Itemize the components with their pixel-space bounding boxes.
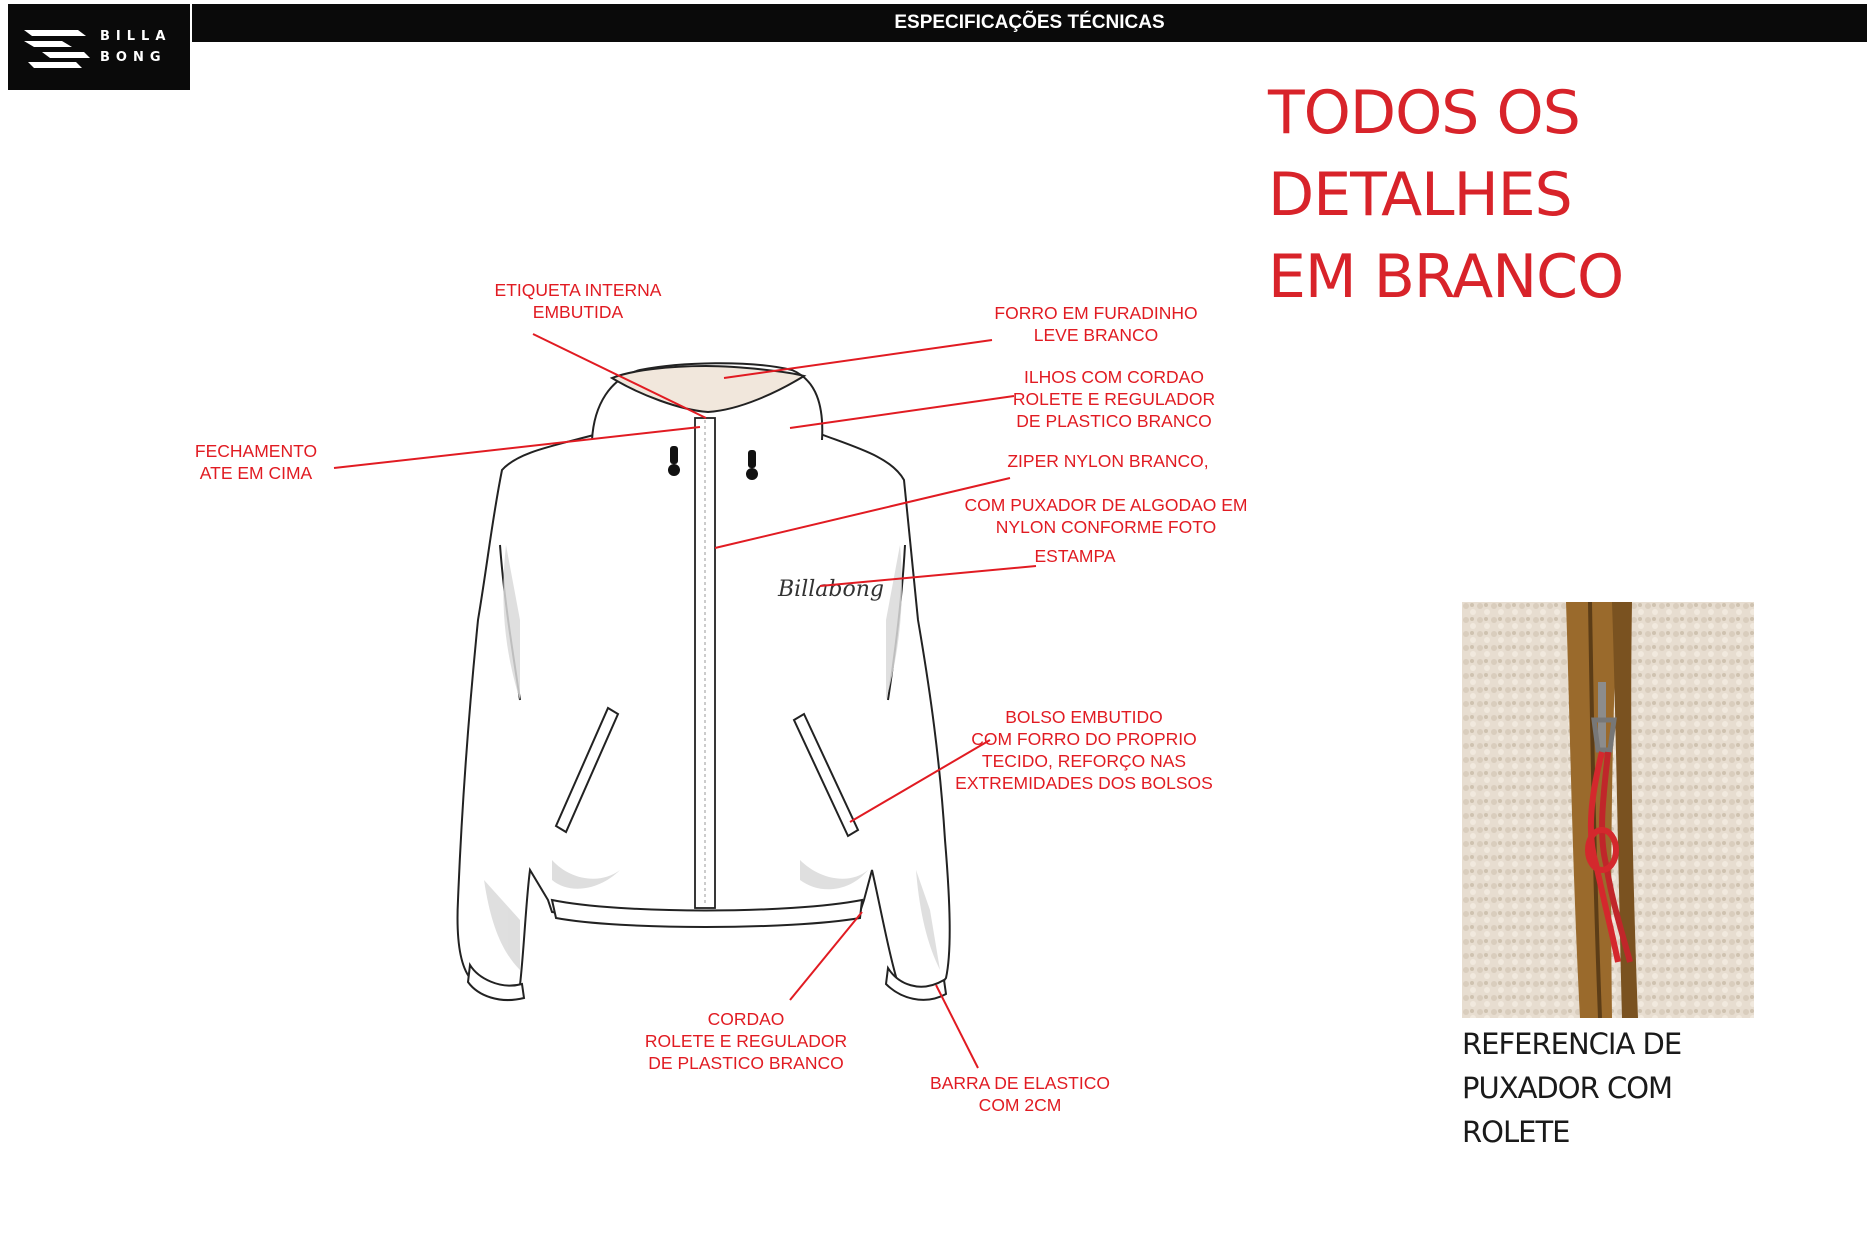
headline-line1: TODOS OS DETALHES: [1268, 78, 1580, 230]
callout-ilhos-line3: DE PLASTICO BRANCO: [1016, 411, 1212, 431]
callout-bolso-line4: EXTREMIDADES DOS BOLSOS: [955, 773, 1213, 793]
callout-cordao-line2: ROLETE E REGULADOR: [644, 1031, 848, 1051]
callout-forro: [994, 302, 1197, 346]
callout-etiqueta: [495, 279, 662, 323]
reference-caption-line3: ROLETE: [1462, 1115, 1570, 1149]
callout-fechamento-line1: FECHAMENTO: [194, 441, 318, 461]
reference-caption-line1: REFERENCIA DE: [1462, 1027, 1682, 1061]
reference-caption-line2: PUXADOR COM: [1462, 1071, 1673, 1105]
logo-line1: BILLA: [100, 29, 172, 44]
callout-fechamento-line2: ATE EM CIMA: [199, 463, 313, 483]
callout-puxador: [965, 494, 1248, 538]
callout-barra-line1: BARRA DE ELASTICO: [930, 1073, 1110, 1093]
chest-print-label: Billabong: [778, 577, 884, 602]
callout-bolso-line2: COM FORRO DO PROPRIO: [971, 729, 1197, 749]
logo-line2: BONG: [100, 50, 167, 65]
callout-bolso: [955, 706, 1213, 794]
callout-barra: [930, 1072, 1110, 1116]
callout-puxador-line2: NYLON CONFORME FOTO: [995, 517, 1217, 537]
callout-bolso-line1: BOLSO EMBUTIDO: [1005, 707, 1163, 727]
callout-etiqueta-line2: EMBUTIDA: [532, 302, 624, 322]
callout-barra-line2: COM 2CM: [978, 1095, 1062, 1115]
header-title: ESPECIFICAÇÕES TÉCNICAS: [894, 12, 1165, 33]
callout-forro-line2: LEVE BRANCO: [1033, 325, 1159, 345]
callout-cordao-line3: DE PLASTICO BRANCO: [648, 1053, 844, 1073]
callout-ziper-line1: ZIPER NYLON BRANCO,: [1007, 451, 1209, 471]
reference-caption: [1462, 1022, 1792, 1154]
callout-bolso-line3: TECIDO, REFORÇO NAS: [981, 751, 1187, 771]
callout-estampa-line1: ESTAMPA: [1034, 546, 1116, 566]
callout-ilhos-line2: ROLETE E REGULADOR: [1012, 389, 1216, 409]
callout-ilhos-line1: ILHOS COM CORDAO: [1024, 367, 1204, 387]
callout-ilhos: [1013, 366, 1215, 432]
callout-etiqueta-line1: ETIQUETA INTERNA: [494, 280, 662, 300]
callout-estampa: [1034, 545, 1115, 567]
headline-line2: EM BRANCO: [1268, 242, 1624, 312]
zipper-puller-reference-photo: [1462, 602, 1754, 1018]
callout-cordao: [645, 1008, 847, 1074]
callout-cordao-line1: CORDAO: [707, 1009, 785, 1029]
callout-ziper: [1007, 450, 1208, 472]
callout-puxador-line1: COM PUXADOR DE ALGODAO EM: [964, 495, 1248, 515]
callout-forro-line1: FORRO EM FURADINHO: [994, 303, 1198, 323]
callout-fechamento: [195, 440, 317, 484]
